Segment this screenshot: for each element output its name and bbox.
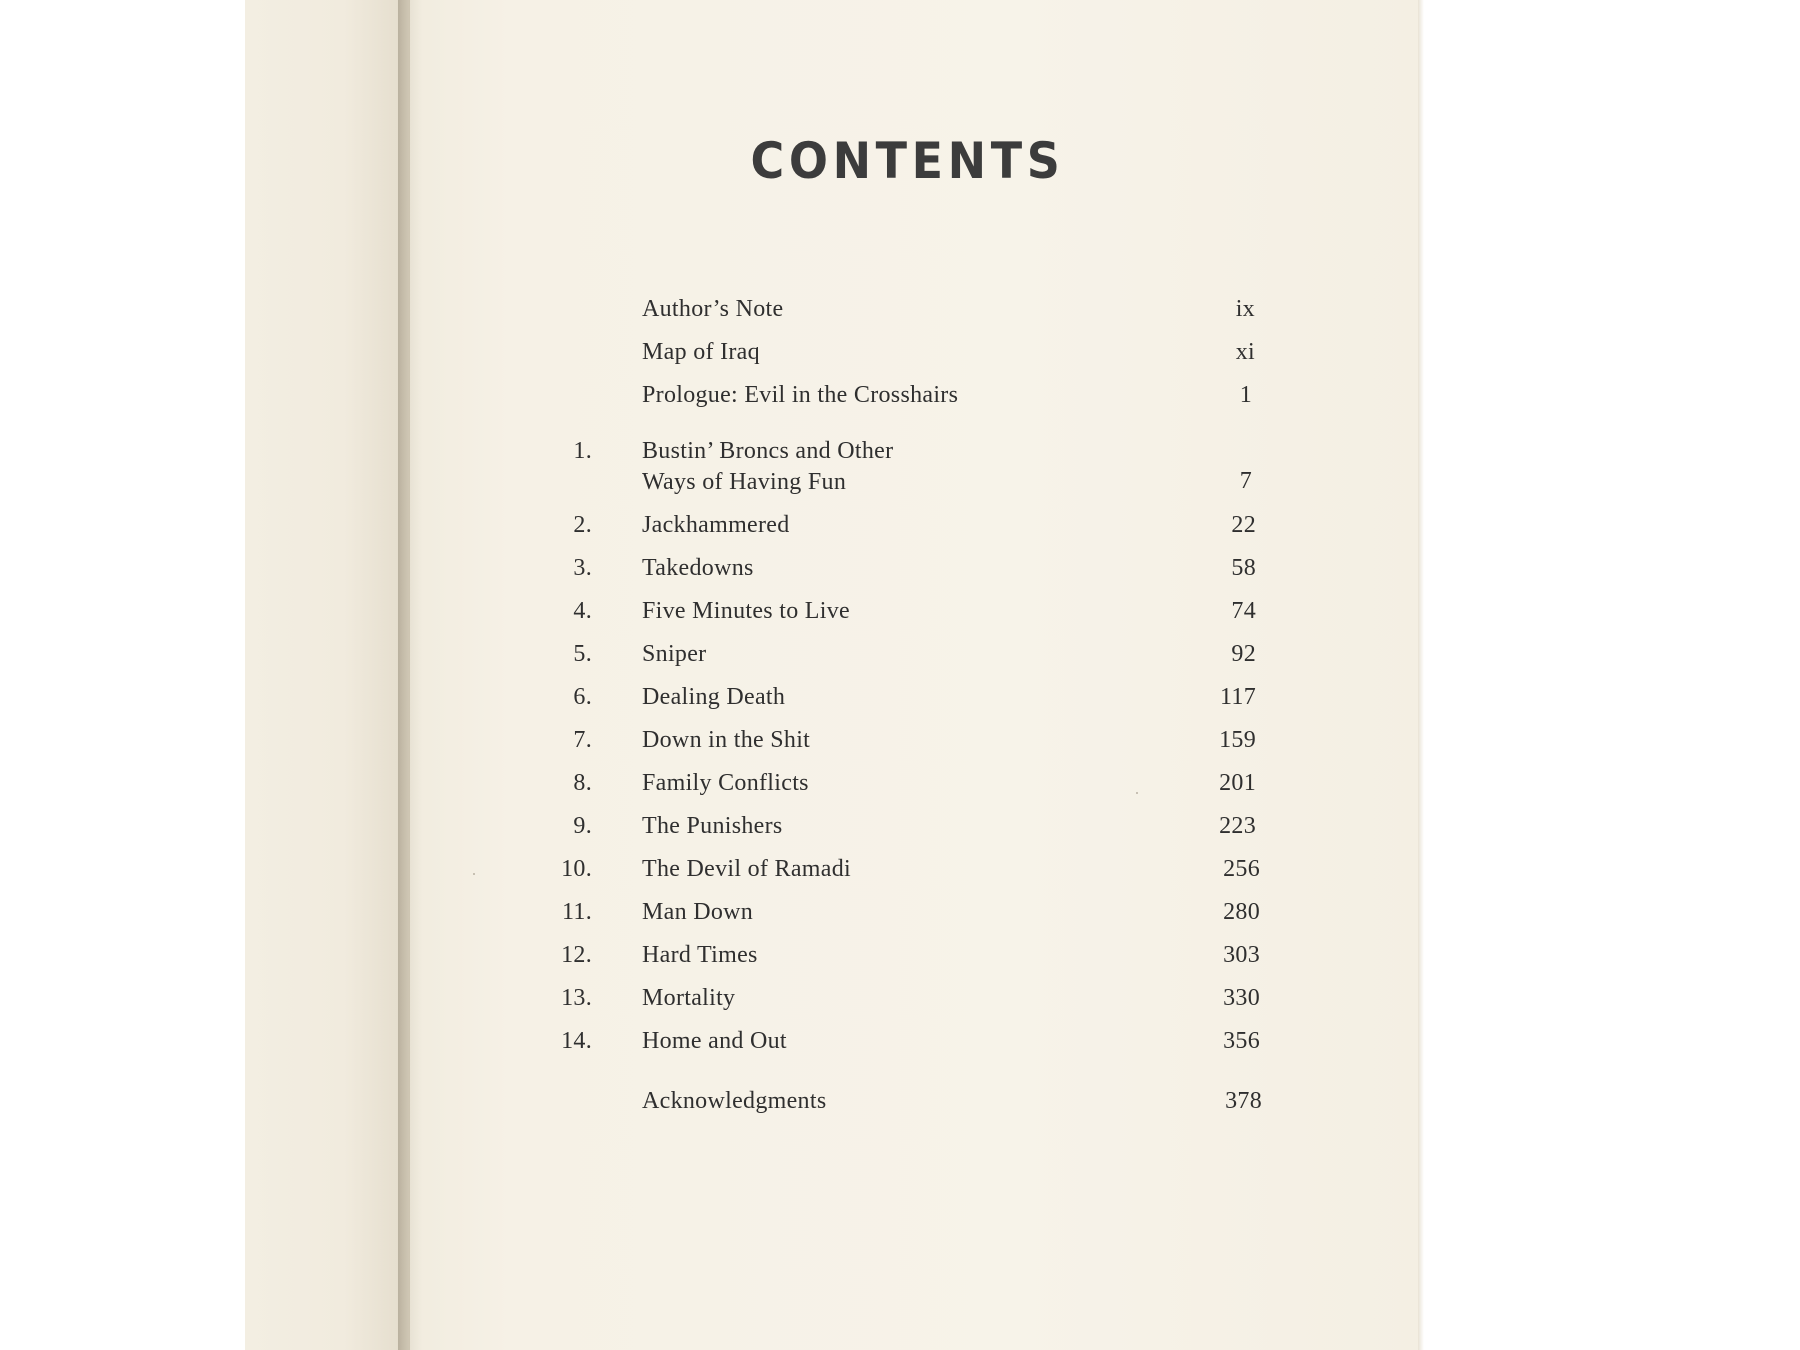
toc-entry-chapter	[540, 899, 1270, 933]
toc-entry-chapter	[540, 813, 1270, 847]
entry-title: Family Conflicts	[642, 770, 809, 796]
entry-page: 159	[1219, 727, 1256, 753]
entry-title: Map of Iraq	[642, 339, 760, 365]
toc-entry-chapter	[540, 512, 1270, 546]
entry-page: 117	[1219, 684, 1256, 710]
entry-title-line-1: Bustin’ Broncs and Other	[642, 438, 894, 464]
toc-entry-prologue	[540, 382, 1270, 416]
entry-title: Home and Out	[642, 1028, 787, 1054]
entry-title: Acknowledgments	[642, 1088, 827, 1114]
toc-entry-chapter	[540, 1028, 1270, 1062]
toc-entry-chapter	[540, 856, 1270, 890]
entry-number: 10.	[561, 856, 592, 882]
toc-entry-chapter	[540, 438, 1270, 502]
contents-page	[410, 0, 1422, 1350]
toc-entry-chapter	[540, 555, 1270, 589]
toc-entry-chapter	[540, 598, 1270, 632]
entry-number: 3.	[573, 555, 592, 581]
entry-page: 356	[1223, 1028, 1260, 1054]
toc-entry-chapter	[540, 942, 1270, 976]
entry-title: Jackhammered	[642, 512, 790, 538]
toc-entry-front-matter	[540, 339, 1270, 373]
entry-number: 6.	[573, 684, 592, 710]
entry-number: 9.	[573, 813, 592, 839]
entry-title-line-2: Ways of Having Fun	[642, 469, 847, 495]
entry-page: 330	[1223, 985, 1260, 1011]
entry-page: 256	[1223, 856, 1260, 882]
entry-title: Man Down	[642, 899, 754, 925]
entry-number: 4.	[573, 598, 592, 624]
entry-page: 303	[1223, 942, 1260, 968]
entry-number: 2.	[573, 512, 592, 538]
entry-title: Author’s Note	[642, 296, 784, 322]
entry-number: 14.	[561, 1028, 592, 1054]
entry-number: 11.	[561, 899, 592, 925]
entry-number: 7.	[573, 727, 592, 753]
entry-page: 223	[1219, 813, 1256, 839]
toc-entry-chapter	[540, 770, 1270, 804]
entry-page: 201	[1219, 770, 1256, 796]
entry-title: The Punishers	[642, 813, 783, 839]
entry-page: 1	[1239, 382, 1252, 408]
toc-entry-chapter	[540, 641, 1270, 675]
entry-page: 58	[1231, 555, 1256, 581]
entry-title: Mortality	[642, 985, 736, 1011]
entry-number: 5.	[573, 641, 592, 667]
page-title: CONTENTS	[750, 132, 1065, 190]
entry-title: Takedowns	[642, 555, 754, 581]
entry-title: The Devil of Ramadi	[642, 856, 851, 882]
paper-speck	[473, 873, 475, 875]
entry-title: Five Minutes to Live	[642, 598, 850, 624]
entry-page: ix	[1235, 296, 1255, 322]
entry-page: 378	[1225, 1088, 1262, 1114]
toc-entry-front-matter	[540, 296, 1270, 330]
entry-title: Prologue: Evil in the Crosshairs	[642, 382, 959, 408]
gutter-shadow	[398, 0, 422, 1350]
toc-entry-back-matter	[540, 1088, 1270, 1122]
entry-number: 12.	[561, 942, 592, 968]
entry-title: Down in the Shit	[642, 727, 811, 753]
entry-title: Dealing Death	[642, 684, 786, 710]
left-page-edge	[245, 0, 410, 1350]
toc-entry-chapter	[540, 684, 1270, 718]
toc-entry-chapter	[540, 727, 1270, 761]
entry-page: xi	[1235, 339, 1255, 365]
entry-title	[642, 438, 893, 496]
entry-page: 74	[1231, 598, 1256, 624]
paper-speck	[1136, 792, 1138, 794]
entry-title: Hard Times	[642, 942, 758, 968]
entry-title: Sniper	[642, 641, 707, 667]
entry-number: 8.	[573, 770, 592, 796]
toc-entry-chapter	[540, 985, 1270, 1019]
entry-page: 7	[1239, 468, 1252, 494]
entry-number: 13.	[561, 985, 592, 1011]
entry-number: 1.	[573, 438, 592, 464]
entry-page: 92	[1231, 641, 1256, 667]
entry-page: 280	[1223, 899, 1260, 925]
entry-page: 22	[1231, 512, 1256, 538]
page-right-edge	[1418, 0, 1424, 1350]
